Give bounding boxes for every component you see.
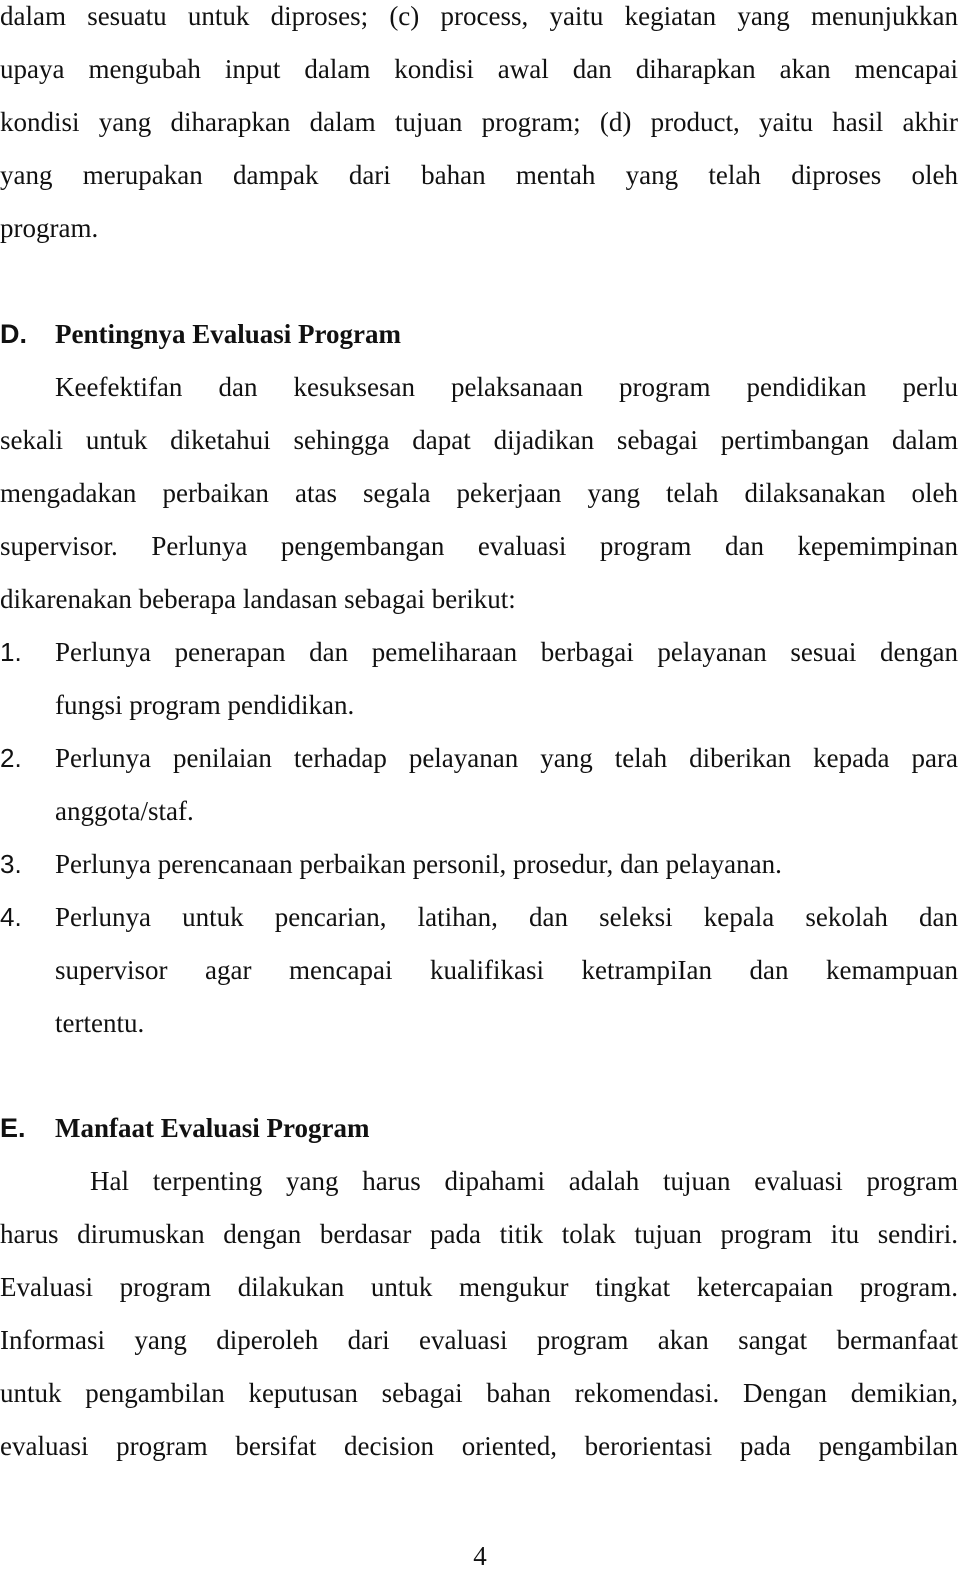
list-item-line: Perlunya untuk pencarian, latihan, dan seleksi kepala sekolah dan: [55, 902, 958, 932]
section-title: Manfaat Evaluasi Program: [55, 1113, 370, 1143]
paragraph-line: yang merupakan dampak dari bahan mentah yang telah diproses oleh: [0, 160, 958, 190]
paragraph-line: dalam sesuatu untuk diproses; (c) process, yaitu kegiatan yang menunjukkan: [0, 1, 958, 31]
list-item-line: Perlunya perencanaan perbaikan personil, prosedur, dan pelayanan.: [55, 849, 782, 879]
section-heading-d: [0, 318, 401, 350]
paragraph-line: upaya mengubah input dalam kondisi awal dan diharapkan akan mencapai: [0, 54, 958, 84]
paragraph-line: dikarenakan beberapa landasan sebagai berikut:: [0, 584, 516, 614]
section-marker: E.: [0, 1113, 26, 1143]
list-number: 3.: [0, 849, 22, 879]
paragraph-line: harus dirumuskan dengan berdasar pada titik tolak tujuan program itu sendiri.: [0, 1219, 958, 1249]
paragraph-line: sekali untuk diketahui sehingga dapat dijadikan sebagai pertimbangan dalam: [0, 425, 958, 455]
paragraph-line: Hal terpenting yang harus dipahami adalah tujuan evaluasi program: [90, 1166, 958, 1196]
paragraph-line: Keefektifan dan kesuksesan pelaksanaan program pendidikan perlu: [55, 372, 958, 402]
paragraph-line: untuk pengambilan keputusan sebagai bahan rekomendasi. Dengan demikian,: [0, 1378, 958, 1408]
list-number: 2.: [0, 743, 22, 773]
section-marker: D.: [0, 319, 27, 349]
list-item-line: supervisor agar mencapai kualifikasi ketrampiIan dan kemampuan: [55, 955, 958, 985]
list-item-line: tertentu.: [55, 1008, 145, 1038]
list-item-line: anggota/staf.: [55, 796, 194, 826]
paragraph-line: evaluasi program bersifat decision oriented, berorientasi pada pengambilan: [0, 1431, 958, 1461]
paragraph-line: Evaluasi program dilakukan untuk mengukur tingkat ketercapaian program.: [0, 1272, 958, 1302]
list-item-line: Perlunya penilaian terhadap pelayanan yang telah diberikan kepada para: [55, 743, 958, 773]
list-item-line: Perlunya penerapan dan pemeliharaan berbagai pelayanan sesuai dengan: [55, 637, 958, 667]
paragraph-line: kondisi yang diharapkan dalam tujuan program; (d) product, yaitu hasil akhir: [0, 107, 958, 137]
paragraph-line: mengadakan perbaikan atas segala pekerjaan yang telah dilaksanakan oleh: [0, 478, 958, 508]
page-number: 4: [473, 1541, 487, 1571]
paragraph-line: Informasi yang diperoleh dari evaluasi program akan sangat bermanfaat: [0, 1325, 958, 1355]
paragraph-line: program.: [0, 213, 99, 243]
list-number: 4.: [0, 902, 22, 932]
list-item-line: fungsi program pendidikan.: [55, 690, 355, 720]
section-title: Pentingnya Evaluasi Program: [55, 319, 402, 349]
section-heading-e: [0, 1112, 369, 1144]
paragraph-line: supervisor. Perlunya pengembangan evaluasi program dan kepemimpinan: [0, 531, 958, 561]
list-number: 1.: [0, 637, 22, 667]
